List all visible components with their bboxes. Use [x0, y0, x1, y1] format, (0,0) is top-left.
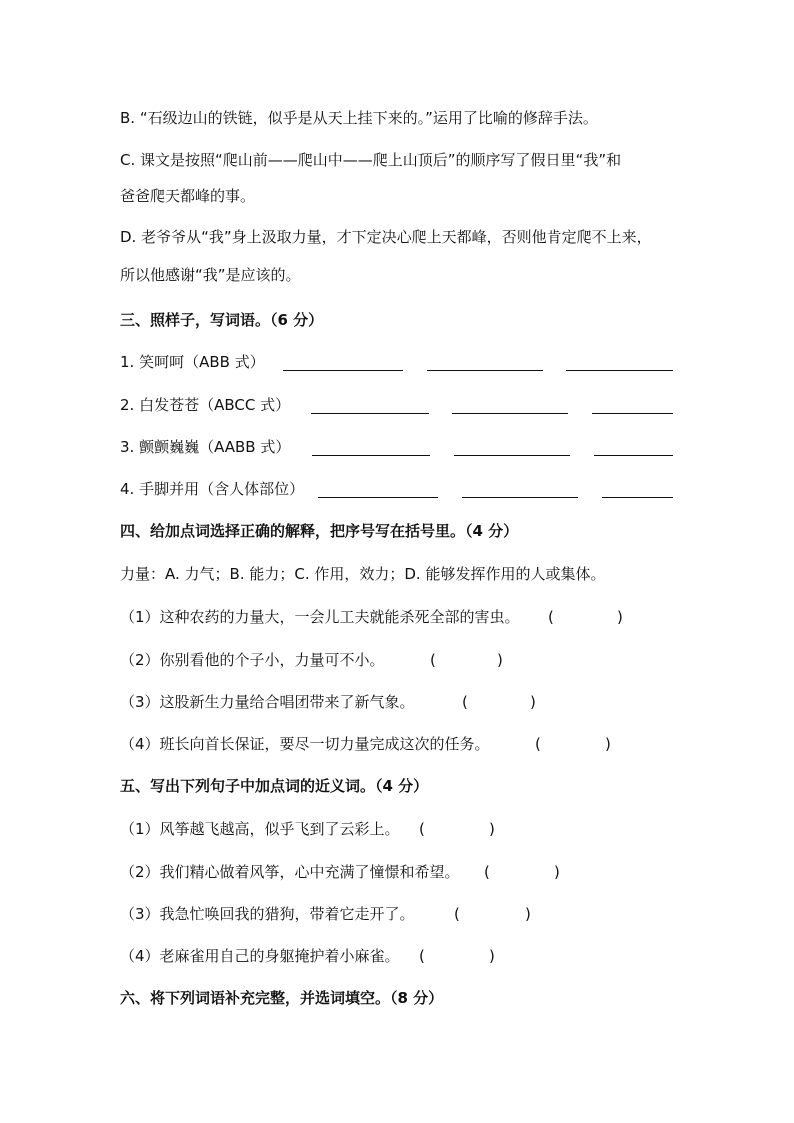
section5-question-2: （2）我们精心做着风筝，心中充满了憧憬和希望。 — [120, 863, 460, 881]
section5-title: 五、写出下列句子中加点词的近义词。（4 分） — [120, 777, 429, 795]
answer-paren-open: ( — [462, 693, 468, 711]
option-c-line2: 爸爸爬天都峰的事。 — [120, 187, 256, 205]
option-d-line2: 所以他感谢“我”是应该的。 — [120, 266, 301, 284]
answer-paren-open: ( — [484, 863, 490, 881]
answer-paren-close: ) — [554, 863, 560, 881]
option-b: B. “石级边山的铁链，似乎是从天上挂下来的。”运用了比喻的修辞手法。 — [120, 109, 598, 127]
section3-title: 三、照样子，写词语。（6 分） — [120, 311, 324, 329]
answer-paren-close: ) — [605, 735, 611, 753]
section4-definition: 力量：A. 力气；B. 能力；C. 作用，效力；D. 能够发挥作用的人或集体。 — [120, 565, 606, 583]
section5-question-1: （1）风筝越飞越高，似乎飞到了云彩上。 — [120, 820, 400, 838]
answer-paren-close: ) — [530, 693, 536, 711]
section4-title: 四、给加点词选择正确的解释，把序号写在括号里。（4 分） — [120, 522, 519, 540]
answer-paren-open: ( — [535, 735, 541, 753]
answer-paren-open: ( — [454, 905, 460, 923]
answer-paren-close: ) — [489, 947, 495, 965]
section3-item-1: 1. 笑呵呵（ABB 式） — [120, 353, 265, 371]
answer-blank-2a[interactable] — [311, 413, 429, 414]
section5-question-3: （3）我急忙唤回我的猎狗，带着它走开了。 — [120, 905, 415, 923]
option-d-line1: D. 老爷爷从“我”身上汲取力量，才下定决心爬上天都峰，否则他肯定爬不上来， — [120, 228, 652, 246]
answer-blank-4a[interactable] — [318, 497, 438, 498]
section6-title: 六、将下列词语补充完整，并选词填空。（8 分） — [120, 989, 444, 1007]
section3-item-4: 4. 手脚并用（含人体部位） — [120, 480, 305, 498]
answer-paren-open: ( — [419, 820, 425, 838]
answer-blank-3c[interactable] — [594, 455, 673, 456]
answer-blank-3b[interactable] — [454, 455, 570, 456]
answer-blank-2c[interactable] — [592, 413, 673, 414]
section3-item-3: 3. 颤颤巍巍（AABB 式） — [120, 438, 291, 456]
answer-paren-open: ( — [548, 608, 554, 626]
answer-blank-1b[interactable] — [427, 370, 543, 371]
option-c-line1: C. 课文是按照“爬山前——爬山中——爬上山顶后”的顺序写了假日里“我”和 — [120, 151, 622, 169]
answer-blank-4b[interactable] — [462, 497, 578, 498]
answer-paren-close: ) — [489, 820, 495, 838]
answer-paren-close: ) — [497, 651, 503, 669]
answer-paren-close: ) — [617, 608, 623, 626]
answer-paren-open: ( — [419, 947, 425, 965]
answer-paren-open: ( — [430, 651, 436, 669]
section4-question-4: （4）班长向首长保证，要尽一切力量完成这次的任务。 — [120, 735, 490, 753]
section4-question-3: （3）这股新生力量给合唱团带来了新气象。 — [120, 693, 415, 711]
section5-question-4: （4）老麻雀用自己的身躯掩护着小麻雀。 — [120, 947, 400, 965]
section3-item-2: 2. 白发苍苍（ABCC 式） — [120, 396, 291, 414]
answer-blank-4c[interactable] — [602, 497, 673, 498]
answer-paren-close: ) — [525, 905, 531, 923]
answer-blank-2b[interactable] — [452, 413, 568, 414]
section4-question-2: （2）你别看他的个子小，力量可不小。 — [120, 651, 385, 669]
answer-blank-3a[interactable] — [312, 455, 430, 456]
section4-question-1: （1）这种农药的力量大，一会儿工夫就能杀死全部的害虫。 — [120, 608, 520, 626]
answer-blank-1c[interactable] — [566, 370, 673, 371]
answer-blank-1a[interactable] — [283, 370, 403, 371]
